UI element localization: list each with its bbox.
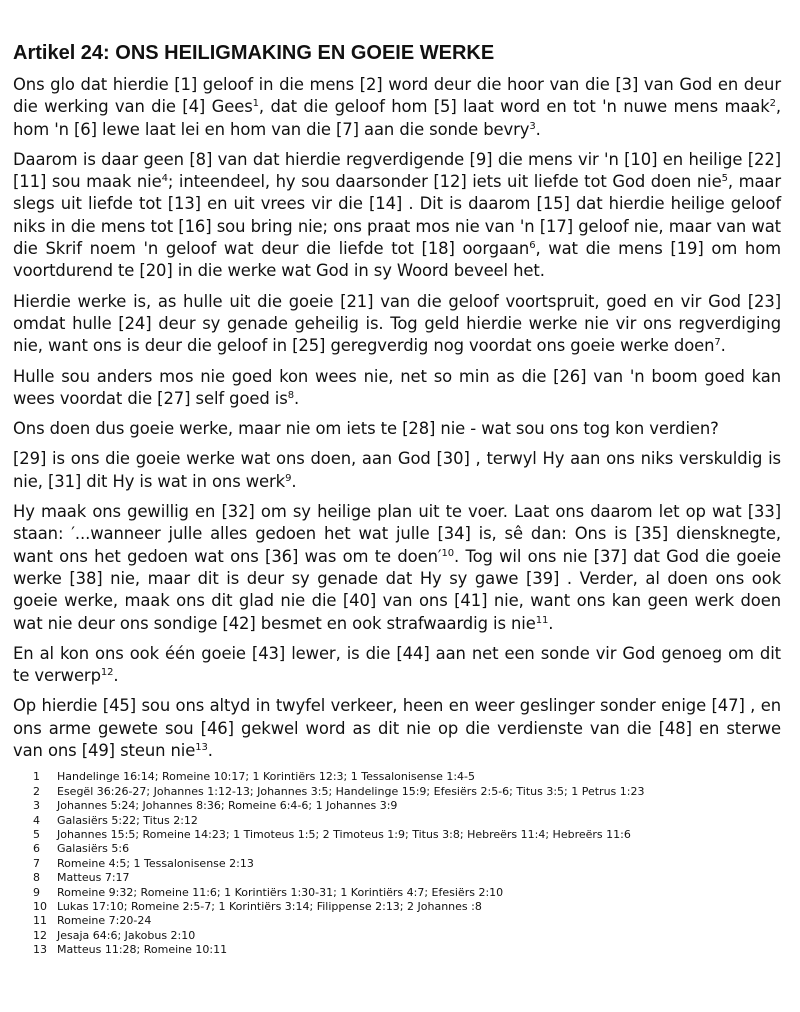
footnote-number: 8: [33, 871, 40, 885]
footnote: [33, 785, 781, 799]
footnote: [33, 871, 781, 885]
footnote-ref: 13: [195, 742, 208, 754]
footnote-ref: 5: [721, 173, 728, 185]
footnote-number: 6: [33, 842, 40, 856]
paragraph: [13, 366, 781, 411]
paragraph: [13, 643, 781, 688]
text-run: . Tog wil ons nie [37] dat God die goeie werke [38] nie, maar dit is deur sy genade dat Hy sy gawe [39] . Verder, al doen ons ook goeie werke, maak ons dit glad nie die [40] van ons [41] nie, want ons kan geen werk doen wat nie deur ons sondige [42] besmet en ook strafwaardig is nie: [13, 546, 781, 633]
footnote-ref: 6: [529, 240, 536, 252]
footnote-number: 4: [33, 813, 40, 827]
text-run: , wat die mens [19] om hom voortdurend te [20] in die werke wat God in sy Woord beveel het.: [13, 239, 781, 281]
paragraph: [13, 291, 781, 358]
footnote-text: Handelinge 16:14; Romeine 10:17; 1 Korintiërs 12:3; 1 Tessalonisense 1:4-5: [57, 770, 476, 784]
text-run: En al kon ons ook één goeie [43] lewer, is die [44] aan net een sonde vir God genoeg om dit te verwerp: [13, 643, 781, 686]
paragraph: [13, 448, 781, 493]
paragraph: [13, 418, 781, 440]
footnote: [33, 900, 781, 914]
footnote: [33, 929, 781, 943]
footnote: [33, 943, 781, 957]
text-run: .: [720, 336, 726, 356]
footnote-ref: 4: [161, 173, 168, 185]
text-run: Hulle sou anders mos nie goed kon wees nie, net so min as die [26] van 'n boom goed kan wees voordat die [27] self goed is: [13, 366, 781, 408]
footnote-text: Matteus 7:17: [57, 871, 130, 885]
text-run: [29] is ons die goeie werke wat ons doen, aan God [30] , terwyl Hy aan ons niks verskuldig is nie, [31] dit Hy is wat in ons werk: [13, 449, 781, 491]
footnote-text: Jesaja 64:6; Jakobus 2:10: [57, 928, 196, 942]
footnote-text: Johannes 15:5; Romeine 14:23; 1 Timoteus 1:5; 2 Timoteus 1:9; Titus 3:8; Hebreërs 11:4; Hebreërs 11:6: [57, 827, 631, 841]
text-run: Hierdie werke is, as hulle uit die goeie [21] van die geloof voortspruit, goed en vir God [23] omdat hulle [24] deur sy genade geheilig is. Tog geld hierdie werke nie vir ons regverdiging nie, want ons is deur die geloof in [25] geregverdig nog voordat ons goeie werke doen: [13, 291, 781, 356]
footnote-ref: 7: [714, 337, 721, 349]
footnote-ref: 3: [529, 120, 536, 132]
footnote-number: 9: [33, 885, 40, 899]
footnote: [33, 799, 781, 813]
footnote-number: 7: [33, 856, 40, 870]
text-run: .: [548, 613, 554, 633]
footnote-number: 3: [33, 799, 40, 813]
text-run: Ons doen dus goeie werke, maar nie om iets te [28] nie - wat sou ons tog kon verdien?: [13, 419, 719, 439]
footnote-ref: 10: [441, 547, 455, 559]
footnote-number: 5: [33, 827, 40, 841]
footnote-number: 2: [33, 784, 40, 798]
text-run: .: [207, 741, 213, 761]
text-run: Hy maak ons gewillig en [32] om sy heilige plan uit te voer. Laat ons daarom let op wat [33] staan: ′...wanneer julle alles gedoen het wat julle [34] is, sê dan: Ons is [35] diensknegte, want ons het gedoen wat ons [36] was om te doen′: [13, 502, 781, 566]
text-run: ; inteendeel, hy sou daarsonder [12] iets uit liefde tot God doen nie: [167, 172, 722, 192]
footnote: [33, 842, 781, 856]
footnotes-list: [13, 770, 781, 957]
paragraph: [13, 695, 781, 762]
footnote-text: Galasiërs 5:22; Titus 2:12: [57, 813, 198, 827]
paragraph: [13, 74, 781, 141]
footnote-number: 10: [33, 899, 47, 913]
article-body: [13, 74, 781, 762]
paragraph: [13, 149, 781, 283]
paragraph: [13, 501, 781, 635]
footnote-text: Lukas 17:10; Romeine 2:5-7; 1 Korintiërs 3:14; Filippense 2:13; 2 Johannes :8: [57, 899, 482, 913]
document-page: [13, 40, 781, 958]
footnote-ref: 11: [535, 614, 549, 626]
footnote: [33, 770, 781, 784]
footnote-number: 11: [33, 914, 47, 928]
article-title: Artikel 24: ONS HEILIGMAKING EN GOEIE WERKE: [13, 42, 495, 64]
text-run: Daarom is daar geen [8] van dat hierdie regverdigende [9] die mens vir 'n [10] en heilige [22] [11] sou maak nie: [13, 149, 781, 192]
footnote: [33, 828, 781, 842]
footnote-ref: 1: [252, 98, 259, 110]
footnote-text: Romeine 7:20-24: [57, 914, 152, 928]
footnote-number: 12: [33, 928, 47, 942]
text-run: Ons glo dat hierdie [1] geloof in die mens [2] word deur die hoor van die [3] van God en deur die werking van die [4] Gees: [13, 75, 781, 117]
text-run: .: [113, 666, 119, 686]
footnote-text: Esegël 36:26-27; Johannes 1:12-13; Johannes 3:5; Handelinge 15:9; Efesiërs 2:5-6; Titus 3:5; 1 Petrus 1:23: [57, 784, 645, 798]
footnote-ref: 9: [285, 472, 292, 484]
footnote-text: Matteus 11:28; Romeine 10:11: [57, 943, 228, 957]
footnote: [33, 814, 781, 828]
text-run: , hom 'n [6] lewe laat lei en hom van die [7] aan die sonde bevry: [13, 97, 781, 139]
footnote-ref: 8: [287, 389, 294, 401]
footnote: [33, 914, 781, 928]
footnote: [33, 857, 781, 871]
text-run: .: [291, 471, 297, 491]
footnote-text: Romeine 4:5; 1 Tessalonisense 2:13: [57, 856, 254, 870]
footnote-text: Johannes 5:24; Johannes 8:36; Romeine 6:4-6; 1 Johannes 3:9: [57, 799, 398, 813]
footnote-text: Galasiërs 5:6: [57, 842, 130, 856]
footnote-number: 13: [33, 943, 47, 957]
text-run: Op hierdie [45] sou ons altyd in twyfel verkeer, heen en weer geslinger sonder enige [47] , en ons arme gewete sou [46] gekwel word as dit nie op die verdienste van die [48] en sterwe van ons [49] steun nie: [13, 696, 781, 761]
text-run: .: [293, 388, 300, 408]
footnote: [33, 886, 781, 900]
footnote-ref: 2: [769, 98, 776, 110]
text-run: , dat die geloof hom [5] laat word en tot 'n nuwe mens maak: [258, 97, 770, 117]
text-run: , maar slegs uit liefde tot [13] en uit vrees vir die [14] . Dit is daarom [15] dat hierdie heilige geloof niks in die mens tot [16] sou bring nie; ons praat mos nie van 'n [17] geloof nie, maar van wat die Skrif noem 'n geloof wat deur die liefde tot [18] oorgaan: [13, 172, 781, 259]
text-run: .: [535, 119, 541, 139]
footnote-text: Romeine 9:32; Romeine 11:6; 1 Korintiërs 1:30-31; 1 Korintiërs 4:7; Efesiërs 2:10: [57, 885, 504, 899]
footnote-number: 1: [33, 770, 40, 784]
footnote-ref: 12: [100, 667, 114, 679]
